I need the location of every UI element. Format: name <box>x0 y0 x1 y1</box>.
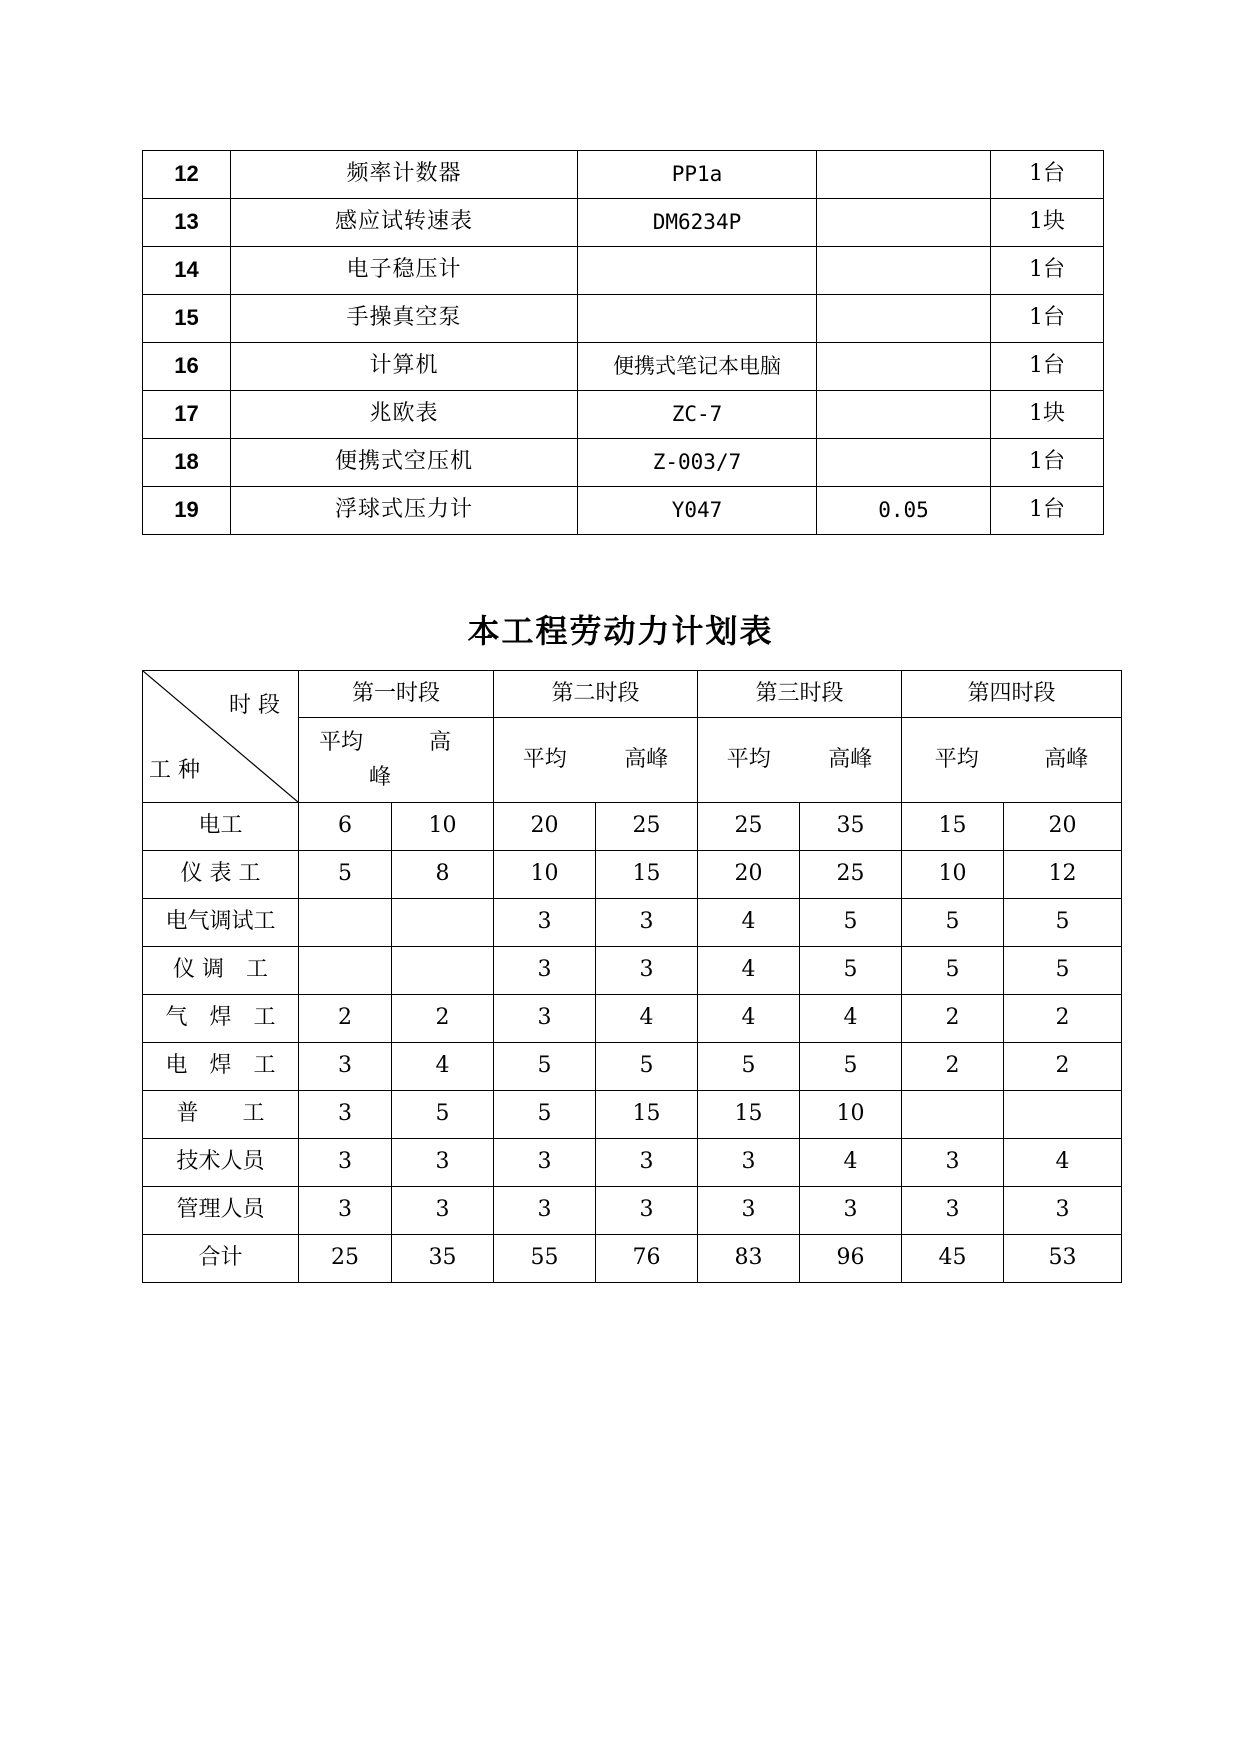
trade-name: 电工 <box>143 803 299 851</box>
labor-count-cell <box>299 899 392 947</box>
equipment-quantity: 1台 <box>991 247 1104 295</box>
labor-count-cell: 15 <box>698 1091 800 1139</box>
trade-name: 电气调试工 <box>143 899 299 947</box>
period-1-peak-label-a: 高 <box>429 729 452 755</box>
labor-count-cell: 3 <box>596 947 698 995</box>
labor-count-cell: 3 <box>698 1187 800 1235</box>
equipment-accuracy <box>817 199 991 247</box>
period-header-2: 第二时段 <box>494 671 698 718</box>
trade-name: 技术人员 <box>143 1139 299 1187</box>
equipment-model: PP1a <box>578 151 817 199</box>
labor-count-cell: 20 <box>494 803 596 851</box>
labor-count-cell: 25 <box>800 851 902 899</box>
labor-plan-table <box>142 670 1122 1283</box>
labor-count-cell: 10 <box>800 1091 902 1139</box>
labor-count-cell: 53 <box>1004 1235 1122 1283</box>
equipment-accuracy <box>817 391 991 439</box>
labor-count-cell: 3 <box>299 1139 392 1187</box>
period-1-subheader <box>299 718 494 803</box>
labor-count-cell: 20 <box>1004 803 1122 851</box>
labor-count-cell: 15 <box>596 1091 698 1139</box>
period-4-peak-label: 高峰 <box>1044 746 1089 772</box>
labor-count-cell: 2 <box>392 995 494 1043</box>
labor-count-cell: 55 <box>494 1235 596 1283</box>
labor-count-cell: 4 <box>698 947 800 995</box>
period-3-subheader <box>698 718 902 803</box>
labor-count-cell: 3 <box>596 1139 698 1187</box>
labor-count-cell: 12 <box>1004 851 1122 899</box>
period-header-1: 第一时段 <box>299 671 494 718</box>
equipment-model <box>578 295 817 343</box>
period-4-avg-label: 平均 <box>934 746 979 772</box>
equipment-quantity: 1台 <box>991 151 1104 199</box>
labor-count-cell: 4 <box>698 899 800 947</box>
labor-count-cell: 5 <box>494 1091 596 1139</box>
trade-name: 仪 调 工 <box>143 947 299 995</box>
equipment-quantity: 1块 <box>991 391 1104 439</box>
labor-count-cell: 4 <box>392 1043 494 1091</box>
trade-name: 普 工 <box>143 1091 299 1139</box>
labor-row <box>143 1187 1122 1235</box>
corner-label-period: 时 段 <box>229 693 280 718</box>
equipment-model <box>578 247 817 295</box>
labor-count-cell: 15 <box>596 851 698 899</box>
equipment-row <box>143 439 1104 487</box>
equipment-quantity: 1块 <box>991 199 1104 247</box>
labor-header-row-periods <box>143 671 1122 718</box>
labor-count-cell: 4 <box>698 995 800 1043</box>
labor-count-cell: 3 <box>299 1043 392 1091</box>
labor-count-cell: 10 <box>392 803 494 851</box>
labor-count-cell: 3 <box>494 899 596 947</box>
labor-count-cell: 5 <box>1004 899 1122 947</box>
labor-count-cell: 3 <box>392 1187 494 1235</box>
labor-row <box>143 899 1122 947</box>
labor-count-cell: 5 <box>596 1043 698 1091</box>
equipment-model: ZC-7 <box>578 391 817 439</box>
labor-count-cell: 25 <box>596 803 698 851</box>
equipment-quantity: 1台 <box>991 343 1104 391</box>
labor-count-cell: 10 <box>902 851 1004 899</box>
labor-row <box>143 995 1122 1043</box>
labor-count-cell: 4 <box>1004 1139 1122 1187</box>
equipment-quantity: 1台 <box>991 439 1104 487</box>
equipment-table <box>142 150 1104 535</box>
labor-count-cell: 76 <box>596 1235 698 1283</box>
labor-count-cell: 5 <box>392 1091 494 1139</box>
labor-count-cell: 2 <box>902 995 1004 1043</box>
period-2-peak-label: 高峰 <box>624 746 669 772</box>
equipment-model: Z-003/7 <box>578 439 817 487</box>
labor-count-cell: 3 <box>299 1187 392 1235</box>
labor-count-cell: 25 <box>698 803 800 851</box>
equipment-name: 计算机 <box>231 343 578 391</box>
labor-count-cell: 2 <box>902 1043 1004 1091</box>
equipment-number: 17 <box>143 391 231 439</box>
corner-label-trade: 工 种 <box>149 757 200 783</box>
equipment-accuracy <box>817 439 991 487</box>
labor-count-cell: 5 <box>800 899 902 947</box>
labor-row <box>143 803 1122 851</box>
labor-count-cell: 5 <box>800 947 902 995</box>
labor-row <box>143 1139 1122 1187</box>
labor-count-cell: 8 <box>392 851 494 899</box>
equipment-name: 便携式空压机 <box>231 439 578 487</box>
equipment-model: DM6234P <box>578 199 817 247</box>
trade-name: 电 焊 工 <box>143 1043 299 1091</box>
equipment-number: 18 <box>143 439 231 487</box>
labor-row <box>143 1043 1122 1091</box>
period-header-4: 第四时段 <box>902 671 1122 718</box>
period-1-peak-label-b: 峰 <box>369 765 392 790</box>
equipment-name: 感应试转速表 <box>231 199 578 247</box>
labor-count-cell: 3 <box>494 995 596 1043</box>
labor-count-cell: 5 <box>698 1043 800 1091</box>
equipment-accuracy <box>817 343 991 391</box>
trade-name: 合计 <box>143 1235 299 1283</box>
equipment-accuracy <box>817 247 991 295</box>
labor-count-cell: 3 <box>1004 1187 1122 1235</box>
labor-count-cell: 5 <box>800 1043 902 1091</box>
equipment-number: 19 <box>143 487 231 535</box>
period-2-avg-label: 平均 <box>522 746 567 772</box>
labor-count-cell: 45 <box>902 1235 1004 1283</box>
labor-count-cell: 3 <box>494 1187 596 1235</box>
labor-count-cell: 5 <box>902 899 1004 947</box>
labor-count-cell: 35 <box>800 803 902 851</box>
labor-count-cell: 2 <box>299 995 392 1043</box>
equipment-model: 便携式笔记本电脑 <box>578 343 817 391</box>
labor-count-cell: 5 <box>494 1043 596 1091</box>
labor-count-cell: 3 <box>494 1139 596 1187</box>
labor-count-cell: 3 <box>494 947 596 995</box>
labor-plan-table-body <box>143 671 1122 1283</box>
equipment-quantity: 1台 <box>991 295 1104 343</box>
labor-count-cell: 4 <box>596 995 698 1043</box>
labor-count-cell: 25 <box>299 1235 392 1283</box>
equipment-name: 手操真空泵 <box>231 295 578 343</box>
equipment-accuracy <box>817 151 991 199</box>
labor-count-cell: 3 <box>698 1139 800 1187</box>
period-3-avg-label: 平均 <box>726 746 771 772</box>
equipment-number: 16 <box>143 343 231 391</box>
labor-count-cell: 5 <box>902 947 1004 995</box>
labor-row <box>143 851 1122 899</box>
equipment-name: 频率计数器 <box>231 151 578 199</box>
equipment-row <box>143 391 1104 439</box>
period-2-subheader <box>494 718 698 803</box>
corner-header-cell <box>143 671 299 803</box>
equipment-quantity: 1台 <box>991 487 1104 535</box>
equipment-number: 15 <box>143 295 231 343</box>
equipment-table-body <box>143 151 1104 535</box>
labor-count-cell <box>392 899 494 947</box>
period-3-peak-label: 高峰 <box>828 746 873 772</box>
labor-count-cell: 3 <box>596 899 698 947</box>
labor-count-cell: 5 <box>299 851 392 899</box>
labor-count-cell <box>392 947 494 995</box>
equipment-model: Y047 <box>578 487 817 535</box>
labor-row <box>143 1091 1122 1139</box>
equipment-row <box>143 151 1104 199</box>
labor-count-cell: 4 <box>800 995 902 1043</box>
labor-count-cell: 3 <box>800 1187 902 1235</box>
period-header-3: 第三时段 <box>698 671 902 718</box>
equipment-name: 浮球式压力计 <box>231 487 578 535</box>
labor-count-cell <box>902 1091 1004 1139</box>
labor-count-cell: 10 <box>494 851 596 899</box>
labor-count-cell: 2 <box>1004 995 1122 1043</box>
equipment-row <box>143 295 1104 343</box>
period-4-subheader <box>902 718 1122 803</box>
trade-name: 气 焊 工 <box>143 995 299 1043</box>
labor-count-cell: 3 <box>902 1139 1004 1187</box>
labor-count-cell: 3 <box>902 1187 1004 1235</box>
trade-name: 仪 表 工 <box>143 851 299 899</box>
labor-count-cell: 15 <box>902 803 1004 851</box>
labor-count-cell: 96 <box>800 1235 902 1283</box>
equipment-row <box>143 343 1104 391</box>
equipment-row <box>143 199 1104 247</box>
equipment-number: 13 <box>143 199 231 247</box>
equipment-row <box>143 487 1104 535</box>
labor-count-cell: 3 <box>299 1091 392 1139</box>
equipment-name: 兆欧表 <box>231 391 578 439</box>
labor-row <box>143 1235 1122 1283</box>
equipment-row <box>143 247 1104 295</box>
labor-row <box>143 947 1122 995</box>
equipment-accuracy: 0.05 <box>817 487 991 535</box>
period-1-avg-label: 平均 <box>319 729 364 755</box>
labor-count-cell: 35 <box>392 1235 494 1283</box>
labor-count-cell: 4 <box>800 1139 902 1187</box>
trade-name: 管理人员 <box>143 1187 299 1235</box>
labor-count-cell <box>1004 1091 1122 1139</box>
equipment-name: 电子稳压计 <box>231 247 578 295</box>
labor-count-cell: 20 <box>698 851 800 899</box>
labor-count-cell: 3 <box>392 1139 494 1187</box>
equipment-number: 12 <box>143 151 231 199</box>
labor-count-cell: 5 <box>1004 947 1122 995</box>
labor-count-cell <box>299 947 392 995</box>
labor-count-cell: 2 <box>1004 1043 1122 1091</box>
equipment-accuracy <box>817 295 991 343</box>
labor-count-cell: 6 <box>299 803 392 851</box>
labor-plan-title: 本工程劳动力计划表 <box>467 612 774 650</box>
labor-count-cell: 3 <box>596 1187 698 1235</box>
labor-count-cell: 83 <box>698 1235 800 1283</box>
equipment-number: 14 <box>143 247 231 295</box>
